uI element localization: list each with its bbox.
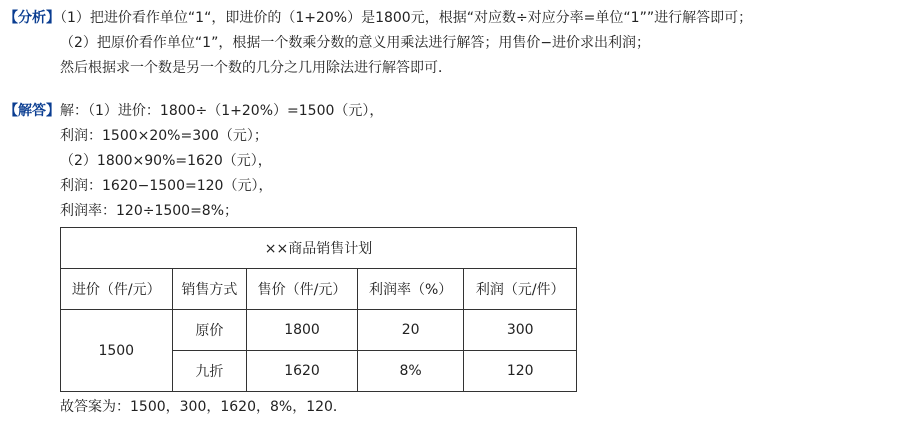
header-profit: 利润（元/件） bbox=[464, 269, 577, 310]
cell-purchase-price: 1500 bbox=[61, 310, 173, 392]
cell-price: 1620 bbox=[247, 351, 358, 392]
cell-profit: 120 bbox=[464, 351, 577, 392]
answer-line-4: 利润：1620−1500=120（元）， bbox=[60, 178, 273, 194]
header-selling-price: 售价（件/元） bbox=[247, 269, 358, 310]
analysis-line-3: 然后根据求一个数是另一个数的几分之几用除法进行解答即可． bbox=[60, 60, 452, 76]
header-purchase-price: 进价（件/元） bbox=[61, 269, 173, 310]
analysis-tag: 【分析】 bbox=[4, 10, 60, 26]
table-row bbox=[61, 310, 577, 351]
table-header-row bbox=[61, 269, 577, 310]
cell-method: 九折 bbox=[172, 351, 247, 392]
cell-price: 1800 bbox=[247, 310, 358, 351]
answer-line-3: （2）1800×90%=1620（元）， bbox=[60, 153, 272, 169]
answer-conclusion: 故答案为：1500，300，1620，8%，120． bbox=[60, 399, 347, 415]
answer-line-2: 利润：1500×20%=300（元）； bbox=[60, 128, 268, 144]
analysis-text-1: （1）把进价看作单位“1“，即进价的（1+20%）是1800元，根据“对应数÷对应分率=单位“1””进行解答即可； bbox=[60, 10, 753, 26]
header-profit-rate: 利润率（%） bbox=[357, 269, 464, 310]
cell-method: 原价 bbox=[172, 310, 247, 351]
cell-rate: 8% bbox=[357, 351, 464, 392]
cell-profit: 300 bbox=[464, 310, 577, 351]
answer-tag: 【解答】 bbox=[4, 103, 60, 119]
sales-plan-table bbox=[60, 227, 577, 392]
answer-line-5: 利润率：120÷1500=8%； bbox=[60, 203, 239, 219]
answer-line-1 bbox=[4, 101, 383, 121]
analysis-line-1 bbox=[4, 8, 752, 28]
cell-rate: 20 bbox=[357, 310, 464, 351]
table-title: ××商品销售计划 bbox=[61, 228, 577, 269]
analysis-line-2: （2）把原价看作单位“1”，根据一个数乘分数的意义用乘法进行解答；用售价−进价求出利润； bbox=[60, 35, 651, 51]
header-sales-method: 销售方式 bbox=[172, 269, 247, 310]
answer-text-1: 解：（1）进价：1800÷（1+20%）=1500（元）， bbox=[60, 103, 384, 119]
